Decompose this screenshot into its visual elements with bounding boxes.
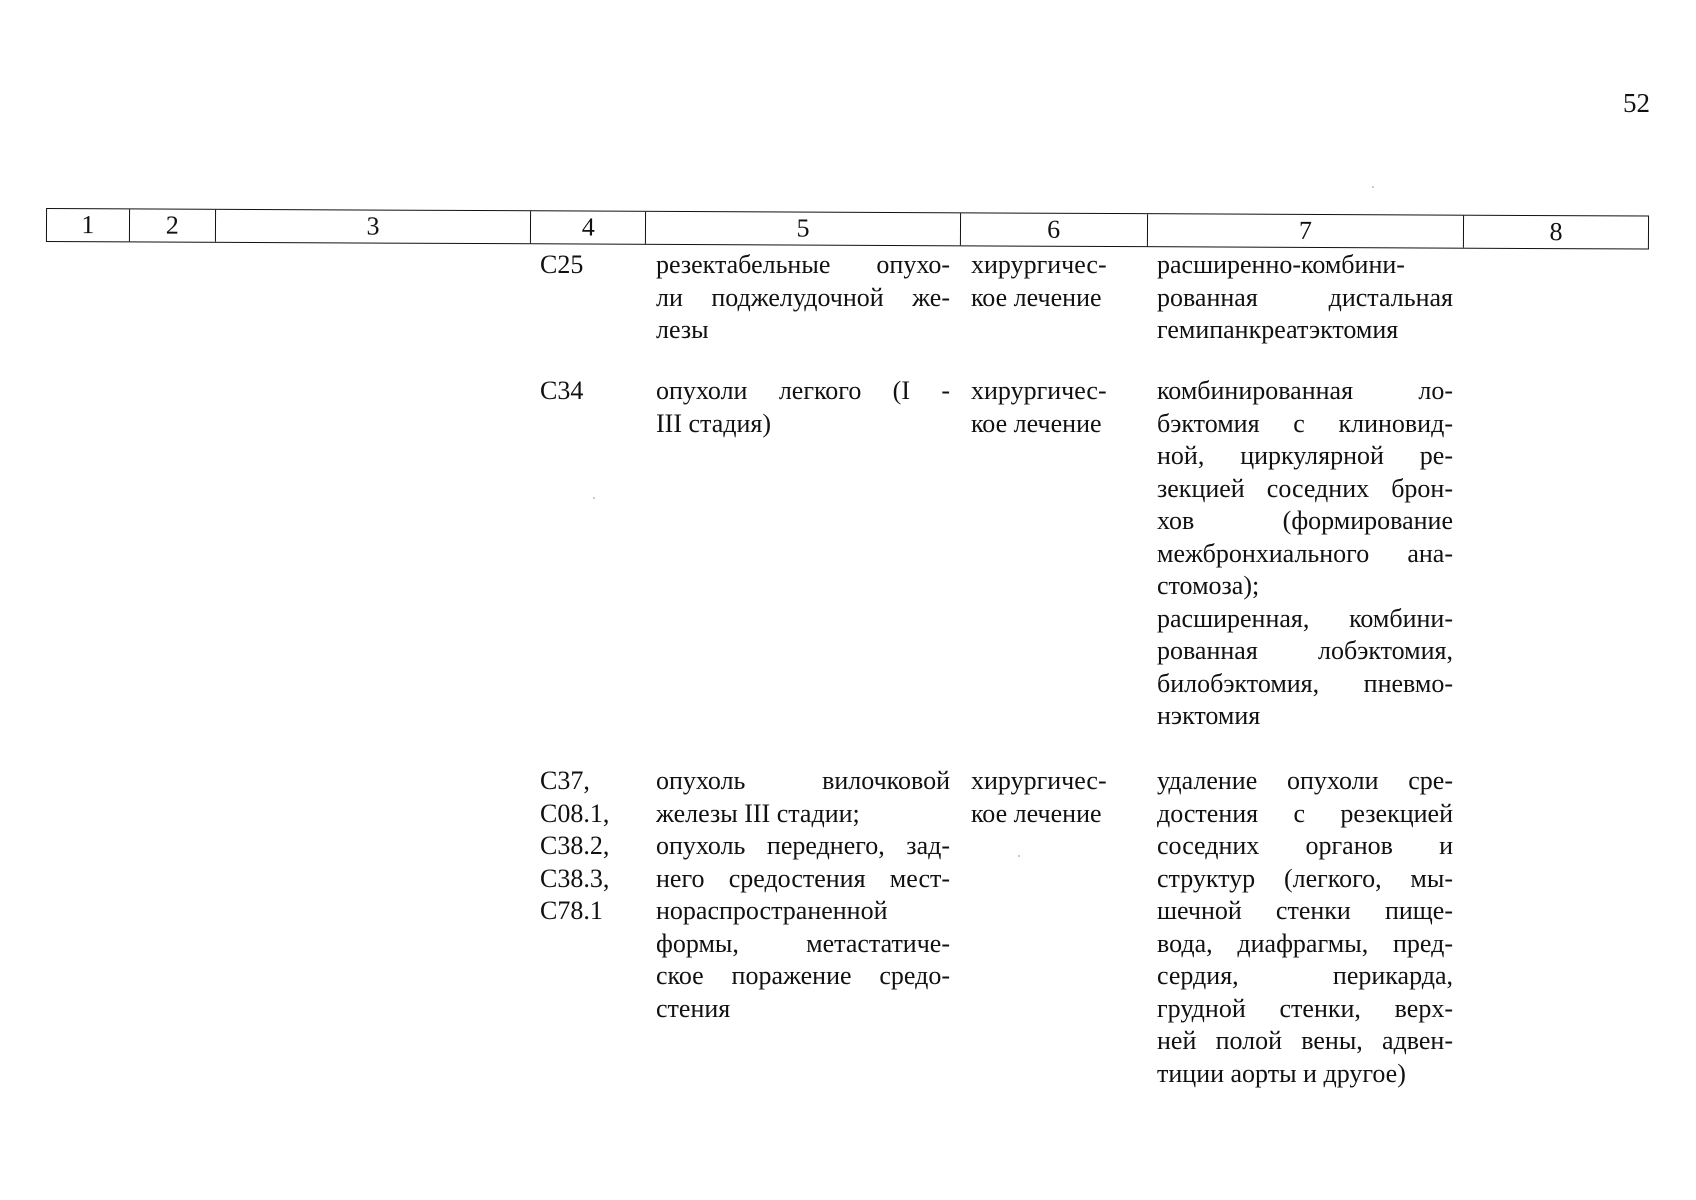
text-line: опухоль вилочковой [656, 766, 950, 795]
text-line: вода, диафрагмы, пред- [1157, 928, 1453, 958]
treatment-method-cell [1157, 249, 1453, 347]
text-line: тиции аорты и другое) [1157, 1058, 1406, 1088]
text-line: межбронхиального ана- [1157, 538, 1453, 568]
text-line: хирургичес- [971, 250, 1107, 279]
text-line: структур (легкого, мы- [1157, 863, 1453, 893]
text-line: C37, [540, 766, 590, 795]
treatment-method-cell [1157, 375, 1453, 733]
text-line: C34 [540, 376, 584, 405]
text-line: C25 [540, 250, 584, 279]
table-column-number-header [46, 208, 1649, 250]
text-line: шечной стенки пище- [1157, 896, 1453, 925]
column-number-5: 5 [645, 212, 960, 245]
text-line: ское поражение средо- [656, 961, 950, 990]
text-line: резектабельные опухо- [656, 250, 950, 279]
text-line: грудной стенки, верх- [1157, 993, 1453, 1023]
column-number-1: 1 [81, 210, 95, 240]
text-line: рованная дистальная [1157, 282, 1453, 312]
text-line: достения с резекцией [1157, 798, 1453, 828]
text-line: лезы [656, 315, 709, 344]
text-line: формы, метастатиче- [656, 928, 950, 958]
page-number: 52 [1623, 88, 1650, 118]
text-line: ной, циркулярной ре- [1157, 441, 1453, 470]
text-line: хирургичес- [971, 376, 1107, 405]
icd-code-cell [540, 375, 650, 408]
column-number-8: 8 [1463, 216, 1648, 249]
text-line: ней полой вены, адвен- [1157, 1026, 1453, 1055]
icd-code-cell [540, 765, 650, 928]
scan-speck [593, 497, 595, 499]
text-line: билобэктомия, пневмо- [1157, 668, 1453, 698]
text-line: комбинированная ло- [1157, 376, 1453, 405]
text-line: опухоли легкого (I - [656, 376, 950, 405]
text-line: нораспространенной [656, 896, 888, 925]
text-line: зекцией соседних брон- [1157, 473, 1453, 503]
disease-model-cell [656, 249, 950, 347]
column-number-2: 2 [129, 209, 215, 241]
icd-code-cell [540, 249, 650, 282]
treatment-method-cell [1157, 765, 1453, 1090]
text-line: расширенная, комбини- [1157, 603, 1453, 633]
text-line: хов (формирование [1157, 506, 1453, 535]
text-line: стения [656, 993, 731, 1023]
column-number-4: 4 [530, 211, 645, 244]
text-line: расширенно-комбини- [1157, 250, 1405, 279]
text-line: стомоза); [1157, 571, 1260, 600]
text-line: хирургичес- [971, 766, 1107, 795]
text-line: III стадия) [656, 408, 771, 438]
treatment-type-cell [971, 249, 1126, 314]
column-number-6: 6 [960, 213, 1147, 246]
text-line: удаление опухоли сре- [1157, 766, 1453, 795]
text-line: него средостения мест- [656, 863, 950, 893]
disease-model-cell [656, 765, 950, 1025]
disease-model-cell [656, 375, 950, 440]
treatment-type-cell [971, 765, 1126, 830]
text-line: C78.1 [540, 896, 603, 925]
text-line: нэктомия [1157, 701, 1261, 730]
column-number-3: 3 [215, 210, 531, 243]
text-line: соседних органов и [1157, 831, 1453, 860]
text-line: C08.1, [540, 798, 610, 828]
text-line: кое лечение [971, 282, 1102, 312]
text-line: опухоль переднего, зад- [656, 831, 950, 860]
scan-speck [1018, 855, 1020, 857]
text-line: гемипанкреатэктомия [1157, 315, 1399, 344]
text-line: кое лечение [971, 408, 1102, 438]
scan-speck [1372, 186, 1374, 188]
text-line: ли поджелудочной же- [656, 282, 950, 312]
text-line: C38.2, [540, 831, 610, 860]
text-line: бэктомия с клиновид- [1157, 408, 1453, 438]
text-line: железы III стадии; [656, 798, 860, 828]
text-line: кое лечение [971, 798, 1102, 828]
column-number-7: 7 [1147, 214, 1464, 247]
text-line: рованная лобэктомия, [1157, 636, 1453, 665]
text-line: C38.3, [540, 863, 610, 893]
treatment-type-cell [971, 375, 1126, 440]
text-line: сердия, перикарда, [1157, 961, 1453, 990]
